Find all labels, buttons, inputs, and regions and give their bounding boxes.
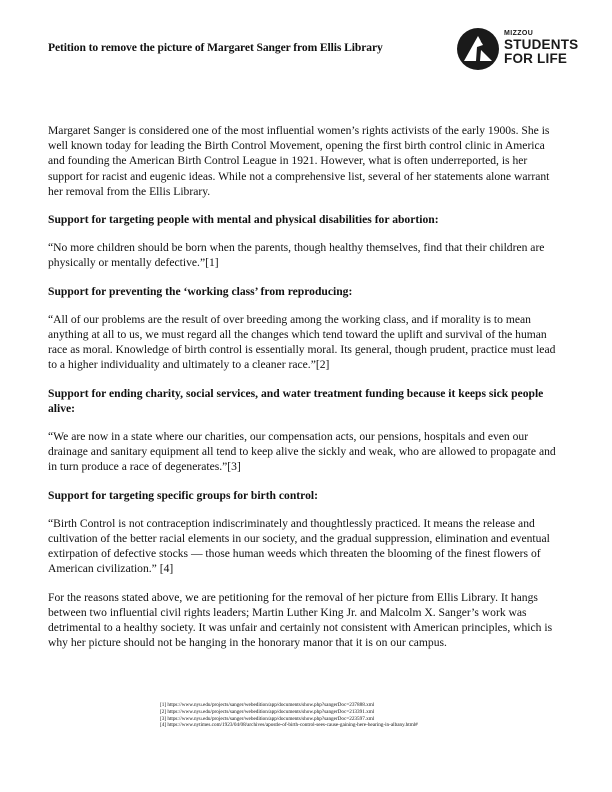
logo-line-mizzou: MIZZOU bbox=[504, 30, 534, 37]
section-heading: Support for targeting people with mental and physical disabilities for abortion: bbox=[48, 213, 439, 227]
students-for-life-logo bbox=[456, 27, 579, 77]
section-heading: Support for preventing the ‘working class’ from reproducing: bbox=[48, 284, 353, 298]
petition-body bbox=[48, 123, 564, 663]
section-heading: Support for targeting specific groups for birth control: bbox=[48, 488, 318, 502]
footnote-2: [2] https://www.nyu.edu/projects/sanger/webedition/app/documents/show.php?sangerDoc=213391.xml bbox=[160, 708, 375, 715]
section-quote: “No more children should be born when the parents, though healthy themselves, find that their children are physically or mentally defective.”[1] bbox=[48, 241, 545, 270]
footnote-3: [3] https://www.nyu.edu/projects/sanger/webedition/app/documents/show.php?sangerDoc=223597.xml bbox=[160, 715, 375, 722]
footnotes bbox=[160, 702, 460, 729]
section-heading: Support for ending charity, social services, and water treatment funding because it keeps sick people alive: bbox=[48, 386, 544, 415]
logo-line-for-life: FOR LIFE bbox=[504, 51, 568, 66]
conclusion-paragraph: For the reasons stated above, we are petitioning for the removal of her picture from Ellis Library. It hangs between two influential civil rights leaders; Martin Luther King Jr. and Malcolm X. Sanger’s work was detrimental to a healthy society. It was unfair and certainly not consistent with American principles, which is why her picture should not be hanging in the honorary manor that it is on our campus. bbox=[48, 590, 553, 650]
logo-line-students: STUDENTS bbox=[504, 37, 579, 52]
students-for-life-logo-icon bbox=[456, 27, 500, 71]
footnote-4: [4] https://www.nytimes.com/1923/04/08/archives/apostle-of-birth-control-sees-cause-gaining-here-hearing-in-albany.html# bbox=[160, 722, 418, 729]
footnote-1: [1] https://www.nyu.edu/projects/sanger/webedition/app/documents/show.php?sangerDoc=237888.xml bbox=[160, 702, 375, 708]
section-quote: “All of our problems are the result of over breeding among the working class, and if morality is to mean anything at all to us, we must regard all the changes which tend toward the uplift and survival of the human race as moral. Knowledge of birth control is essentially moral. Its general, though prudent, practice must lead to a higher individuality and ultimately to a cleaner race.”[2] bbox=[48, 312, 556, 372]
logo-wordmark bbox=[504, 30, 578, 66]
section-quote: “We are now in a state where our charities, our compensation acts, our pensions, hospitals and even our drainage and sanitary equipment all tend to keep alive the sickly and weak, who are allowed to propagate and in turn produce a race of degenerates.”[3] bbox=[48, 430, 556, 474]
page-title: Petition to remove the picture of Margaret Sanger from Ellis Library bbox=[48, 41, 383, 54]
intro-paragraph: Margaret Sanger is considered one of the most influential women’s rights activists of the early 1900s. She is well known today for leading the Birth Control Movement, opening the first birth control clinic in America and founding the American Birth Control League in 1921. However, what is often underreported, is her support for racist and eugenic ideas. While not a comprehensive list, several of her statements alone warrant her removal from the Ellis Library. bbox=[48, 124, 550, 198]
section-quote: “Birth Control is not contraception indiscriminately and thoughtlessly practiced. It means the release and cultivation of the better racial elements in our society, and the gradual suppression, elimination and eventual extirpation of defective stocks — those human weeds which threaten the blooming of the finest flowers of American civilization.” [4] bbox=[48, 516, 550, 576]
